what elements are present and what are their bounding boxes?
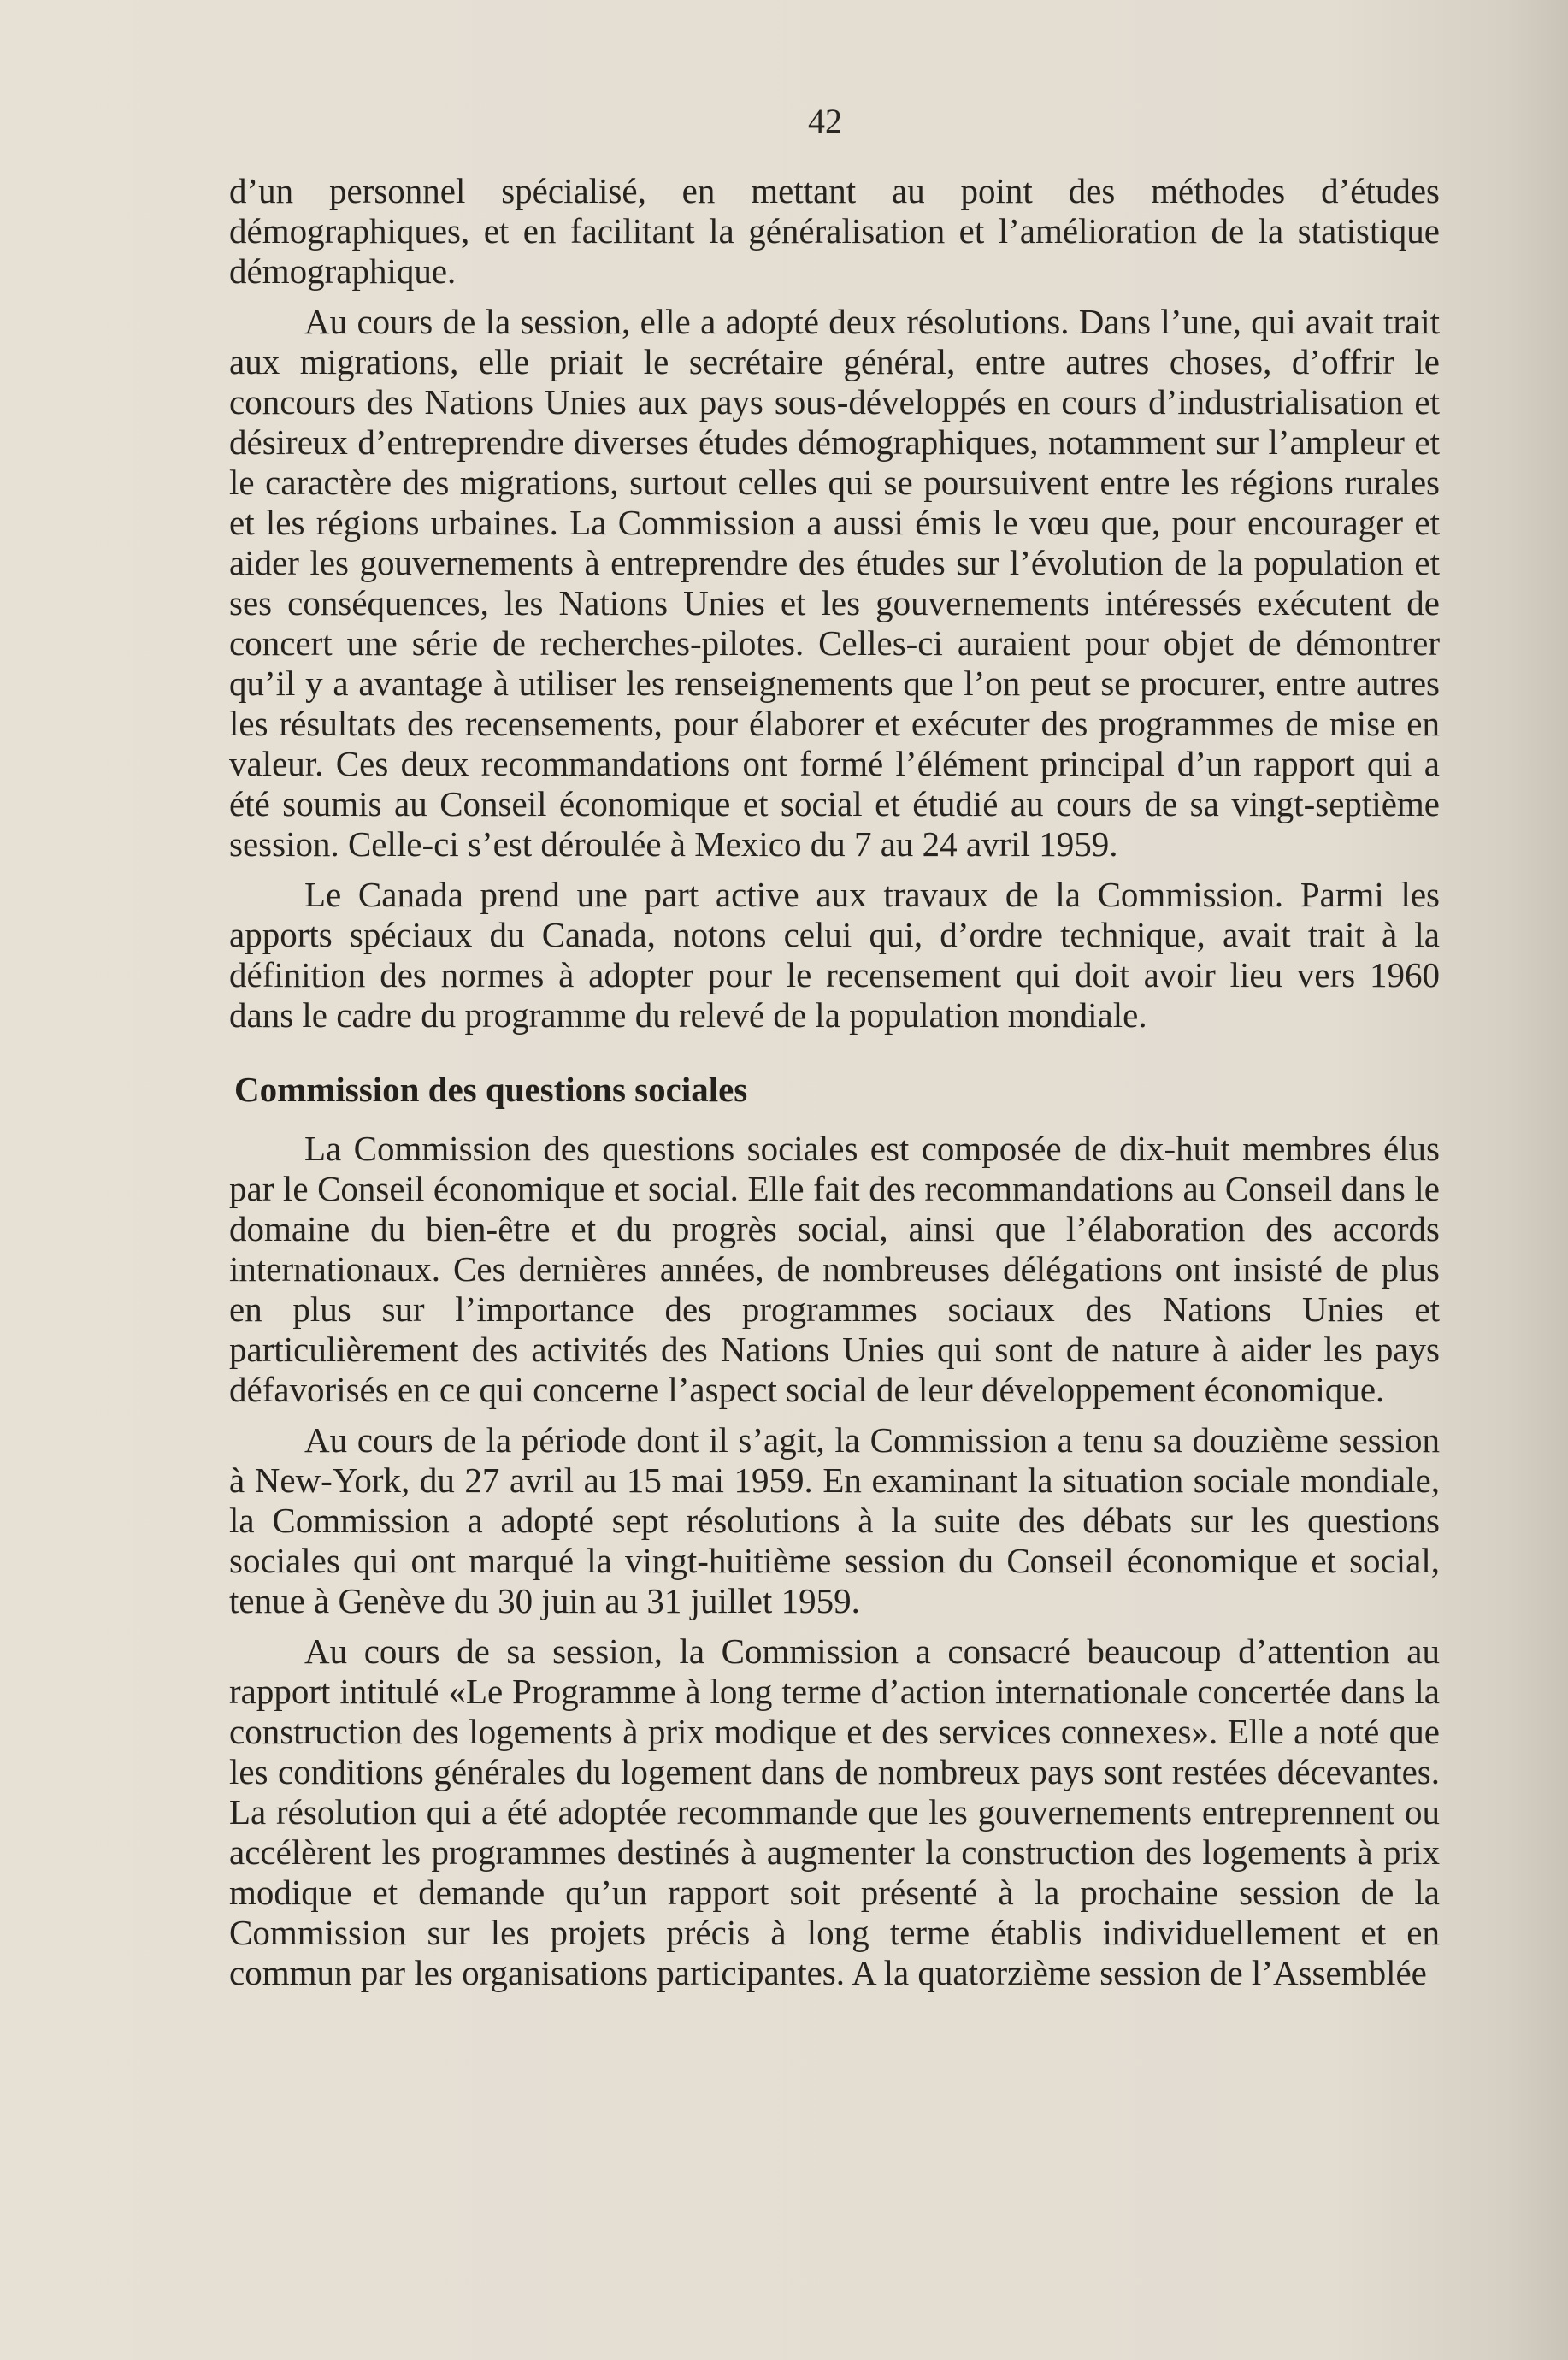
- paragraph: Le Canada prend une part active aux travaux de la Commission. Parmi les apports spéciaux du Canada, notons celui qui, d’ordre technique, avait trait à la définition des normes à adopter pour le recensement qui doit avoir lieu vers 1960 dans le cadre du programme du relevé de la population mondiale.: [229, 875, 1440, 1035]
- page-number: 42: [808, 102, 842, 140]
- paragraph: Au cours de sa session, la Commission a consacré beaucoup d’attention au rapport intitulé «Le Programme à long terme d’action internationale concertée dans la construction des logements à prix modique et des services connexes». Elle a noté que les conditions générales du logement dans de nombreux pays sont restées décevantes. La résolution qui a été adoptée recommande que les gouvernements entreprennent ou accélèrent les programmes destinés à augmenter la construction des logements à prix modique et demande qu’un rapport soit présenté à la prochaine session de la Commission sur les projets précis à long terme établis individuellement et en commun par les organisations participantes. A la quatorzième session de l’Assemblée: [229, 1631, 1440, 1992]
- paragraph: La Commission des questions sociales est composée de dix-huit membres élus par le Conseil économique et social. Elle fait des recommandations au Conseil dans le domaine du bien-être et du progrès social, ainsi que l’élaboration des accords internationaux. Ces dernières années, de nombreuses délégations ont insisté de plus en plus sur l’importance des programmes sociaux des Nations Unies et particulièrement des activités des Nations Unies qui sont de nature à aider les pays défavorisés en ce qui concerne l’aspect social de leur développement économique.: [229, 1129, 1440, 1409]
- paragraph: Au cours de la période dont il s’agit, la Commission a tenu sa douzième session à New-York, du 27 avril au 15 mai 1959. En examinant la situation sociale mondiale, la Commission a adopté sept résolutions à la suite des débats sur les questions sociales qui ont marqué la vingt-huitième session du Conseil économique et social, tenue à Genève du 30 juin au 31 juillet 1959.: [229, 1420, 1440, 1620]
- paragraph-continued: d’un personnel spécialisé, en mettant au point des méthodes d’études démographiques, et en facilitant la généralisation et l’amélioration de la statistique démographique.: [229, 171, 1440, 291]
- section-heading: Commission des questions sociales: [234, 1070, 748, 1109]
- paragraph: Au cours de la session, elle a adopté deux résolutions. Dans l’une, qui avait trait aux migrations, elle priait le secrétaire général, entre autres choses, d’offrir le concours des Nations Unies aux pays sous-développés en cours d’industrialisation et désireux d’entreprendre diverses études démographiques, notamment sur l’ampleur et le caractère des migrations, surtout celles qui se poursuivent entre les régions rurales et les régions urbaines. La Commission a aussi émis le vœu que, pour encourager et aider les gouvernements à entreprendre des études sur l’évolution de la population et ses conséquences, les Nations Unies et les gouvernements intéressés exécutent de concert une série de recherches-pilotes. Celles-ci auraient pour objet de démontrer qu’il y a avantage à utiliser les renseignements que l’on peut se procurer, entre autres les résultats des recensements, pour élaborer et exécuter des programmes de mise en valeur. Ces deux recommandations ont formé l’élément principal d’un rapport qui a été soumis au Conseil économique et social et étudié au cours de sa vingt-septième session. Celle-ci s’est déroulée à Mexico du 7 au 24 avril 1959.: [229, 302, 1440, 864]
- body-text: [229, 171, 1440, 2003]
